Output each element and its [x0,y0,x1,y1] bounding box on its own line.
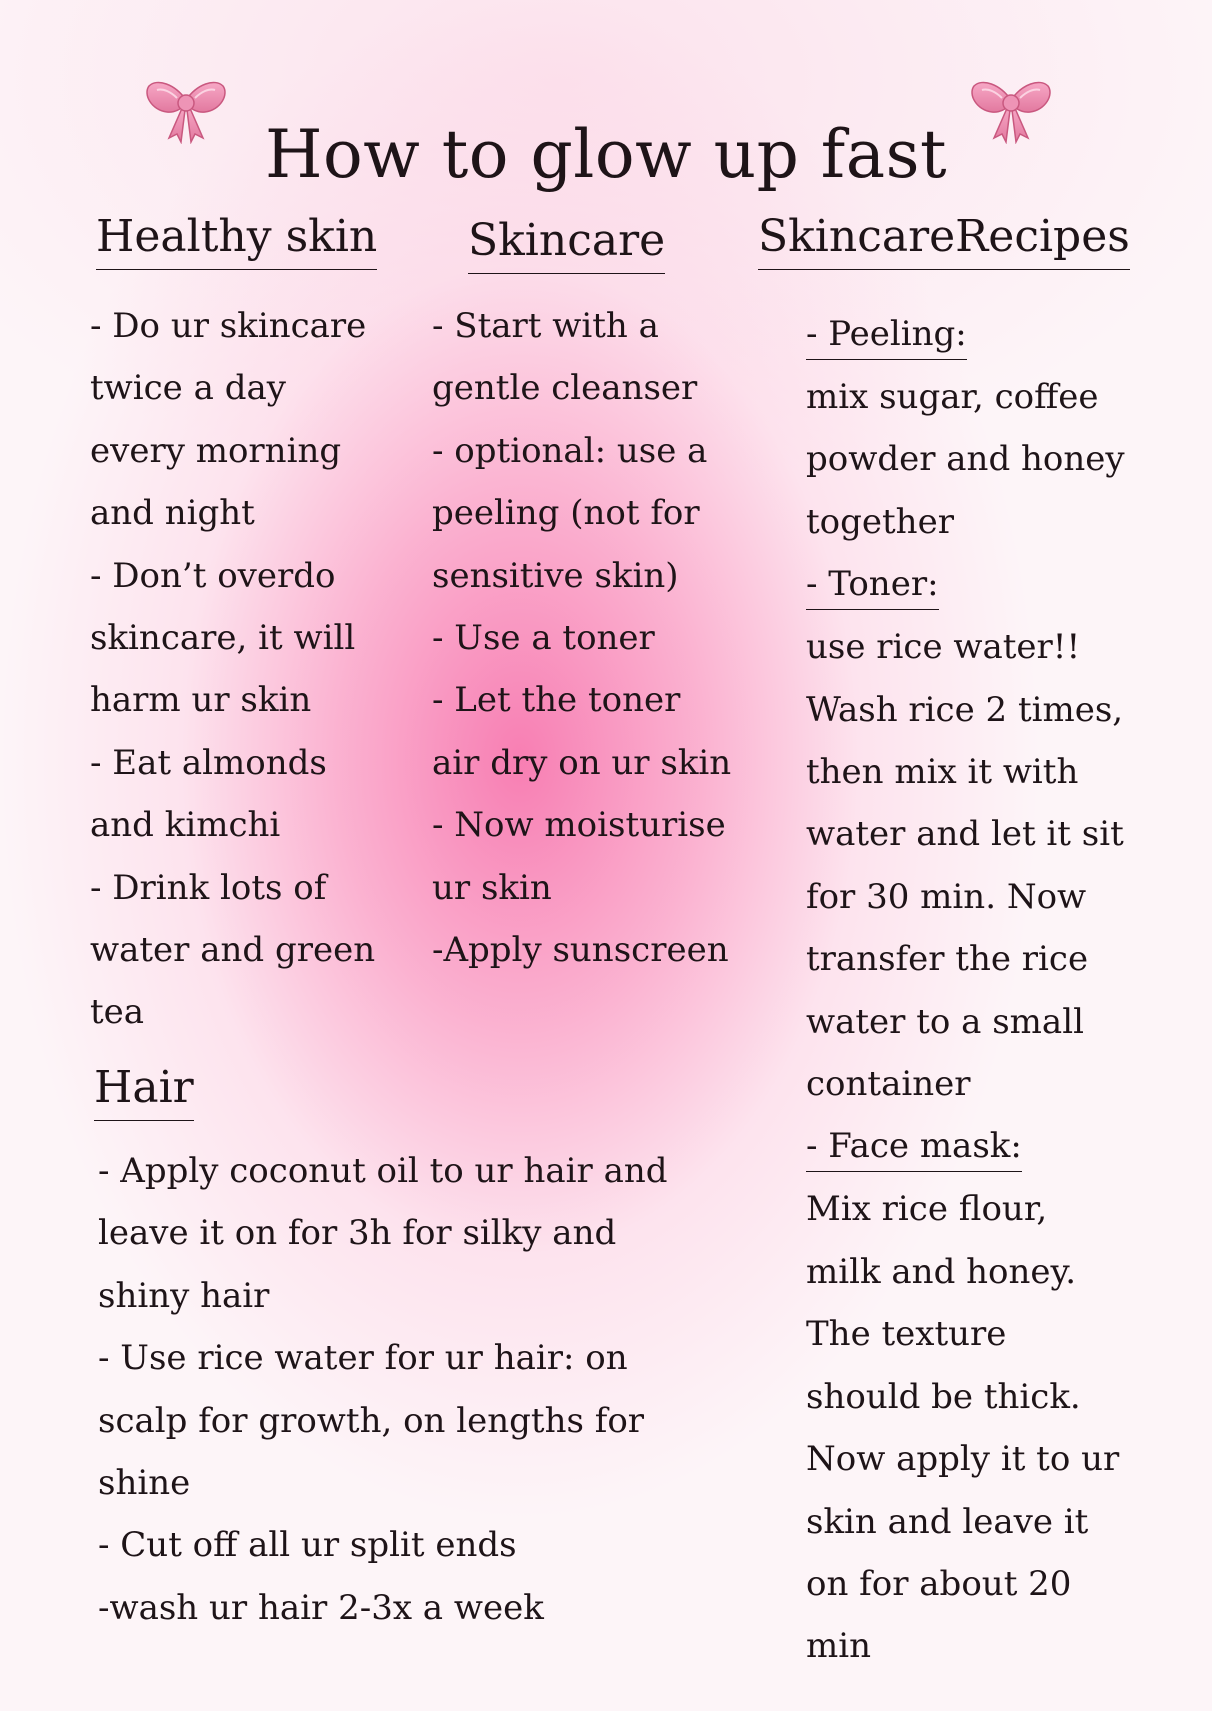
toner-label: - Toner: [806,553,1125,616]
list-item: skincare, it will [90,618,356,659]
list-item: - optional: use a [432,430,708,471]
list-item: together [806,501,954,542]
list-item: -Apply sunscreen [432,930,729,971]
list-item: - Apply coconut oil to ur hair and [98,1151,668,1191]
list-item: water to a small [806,1001,1084,1042]
list-item: and night [90,493,255,534]
list-item: scalp for growth, on lengths for [98,1400,645,1441]
list-item: and kimchi [90,805,281,846]
list-item: mix sugar, coffee [806,377,1099,417]
list-item: Mix rice flour, [806,1189,1048,1230]
list-item: sensitive skin) [432,555,679,596]
list-item: powder and honey [806,439,1125,480]
list-item: - Drink lots of [90,867,327,908]
list-item: - Eat almonds [90,742,327,783]
list-item: skin and leave it [806,1501,1089,1542]
list-item: ur skin [432,867,552,908]
peeling-label: - Peeling: [806,303,1125,366]
list-item: - Use a toner [432,618,655,659]
list-item: gentle cleanser [432,368,698,409]
list-item: -wash ur hair 2-3x a week [98,1587,544,1628]
list-item: for 30 min. Now [806,876,1087,917]
hair-heading: Hair [94,1058,194,1121]
healthy-skin-heading: Healthy skin [96,207,377,270]
list-item: container [806,1064,971,1105]
list-item: - Let the toner [432,680,681,721]
list-item: peeling (not for [432,493,700,534]
skincare-heading: Skincare [468,211,665,274]
face-mask-label: - Face mask: [806,1115,1125,1178]
list-item: Now apply it to ur [806,1439,1120,1480]
list-item: - Start with a [432,306,659,346]
list-item: milk and honey. [806,1251,1077,1292]
list-item: transfer the rice [806,939,1089,980]
list-item: min [806,1626,872,1667]
list-item: use rice water!! [806,627,1081,668]
page-title: How to glow up fast [265,116,947,194]
list-item: air dry on ur skin [432,742,732,783]
list-item: then mix it with [806,752,1079,793]
list-item: Wash rice 2 times, [806,689,1124,730]
list-item: every morning [90,430,342,471]
skincare-recipes-heading: SkincareRecipes [758,207,1130,270]
list-item: shine [98,1463,191,1504]
list-item: twice a day [90,368,286,409]
list-item: - Now moisturise [432,805,726,846]
healthy-skin-list [90,295,375,1044]
list-item: harm ur skin [90,680,312,721]
list-item: on for about 20 [806,1563,1072,1604]
list-item: water and green [90,930,376,971]
list-item: The texture [806,1314,1007,1355]
list-item: water and let it sit [806,814,1124,855]
list-item: shiny hair [98,1275,270,1316]
list-item: tea [90,992,145,1033]
list-item: - Do ur skincare [90,306,367,346]
list-item: leave it on for 3h for silky and [98,1213,617,1254]
skincare-recipes-list [806,303,1125,1678]
list-item: - Don’t overdo [90,555,336,596]
hair-list [98,1140,668,1639]
list-item: - Use rice water for ur hair: on [98,1338,628,1379]
list-item: should be thick. [806,1376,1081,1417]
skincare-list [432,295,731,981]
list-item: - Cut off all ur split ends [98,1525,517,1566]
